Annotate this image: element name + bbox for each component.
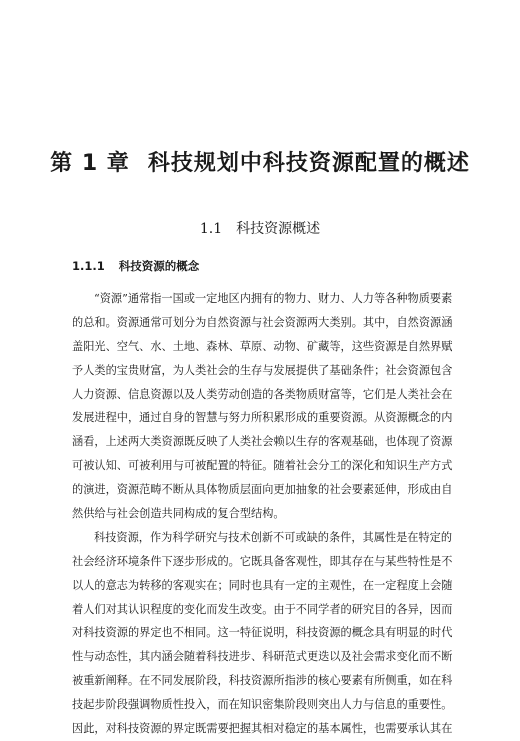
text-line: 发展进程中，通过自身的智慧与努力所积累形成的重要资源。从资源概念的内 <box>72 411 452 425</box>
text-line: 因此，对科技资源的界定既需要把握其相对稳定的基本属性，也需要承认其在 <box>72 722 452 736</box>
section-title: 科技资源概述 <box>236 221 321 237</box>
text-line: 着人们对其认识程度的变化而发生改变。由于不同学者的研究目的各异，因而 <box>72 602 452 616</box>
text-line: 然供给与社会创造共同构成的复合型结构。 <box>72 507 285 521</box>
text-line: 的演进，资源范畴不断从具体物质层面向更加抽象的社会要素延伸，形成由自 <box>72 483 452 497</box>
text-line: 技起步阶段强调物质性投入，而在知识密集阶段则突出人力与信息的重要性。 <box>72 698 452 712</box>
subsection-number: 1.1.1 <box>72 259 105 273</box>
chapter-number: 第 1 章 <box>50 151 130 176</box>
text-line: 科技资源，作为科学研究与技术创新不可或缺的条件，其属性是在特定的 <box>94 530 452 544</box>
text-line: 以人的意志为转移的客观实在；同时也具有一定的主观性，在一定程度上会随 <box>72 578 452 592</box>
text-line: 予人类的宝贵财富，为人类社会的生存与发展提供了基础条件；社会资源包含 <box>72 363 452 377</box>
text-line: 可被认知、可被利用与可被配置的特征。随着社会分工的深化和知识生产方式 <box>72 459 452 473</box>
text-line: 性与动态性，其内涵会随着科技进步、科研范式更迭以及社会需求变化而不断 <box>72 650 452 664</box>
text-line: “资源”通常指一国或一定地区内拥有的物力、财力、人力等各种物质要素 <box>94 292 452 305</box>
text-line: 人力资源、信息资源以及人类劳动创造的各类物质财富等，它们是人类社会在 <box>72 387 452 401</box>
text-line: 社会经济环境条件下逐步形成的。它既具备客观性，即其存在与某些特性是不 <box>72 554 452 568</box>
text-line: 盖阳光、空气、水、土地、森林、草原、动物、矿藏等，这些资源是自然界赋 <box>72 339 452 353</box>
section-number: 1.1 <box>199 221 223 237</box>
chapter-title: 科技规划中科技资源配置的概述 <box>147 151 470 176</box>
text-line: 的总和。资源通常可划分为自然资源与社会资源两大类别。其中，自然资源涵 <box>72 315 452 329</box>
text-line: 被重新阐释。在不同发展阶段，科技资源所指涉的核心要素有所侧重，如在科 <box>72 674 452 688</box>
text-line: 对科技资源的界定也不相同。这一特征说明，科技资源的概念具有明显的时代 <box>72 626 452 640</box>
body-text <box>72 287 452 741</box>
section-heading <box>0 218 520 238</box>
text-line: 涵看，上述两大类资源既反映了人类社会赖以生存的客观基础，也体现了资源 <box>72 435 452 449</box>
subsection-title: 科技资源的概念 <box>118 259 200 273</box>
chapter-heading <box>0 146 520 177</box>
subsection-heading <box>72 258 199 274</box>
